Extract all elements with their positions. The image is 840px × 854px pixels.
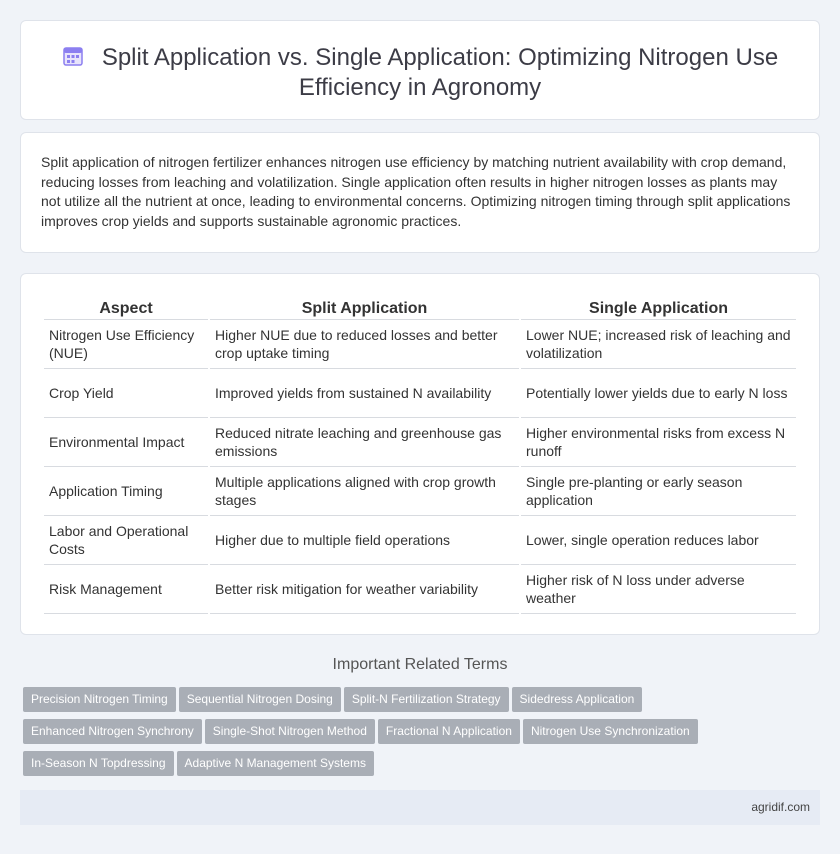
comparison-table-card	[20, 273, 820, 635]
row-single: Lower NUE; increased risk of leaching and volatilization	[521, 320, 796, 369]
comparison-table	[42, 294, 798, 614]
row-split: Multiple applications aligned with crop growth stages	[210, 467, 519, 516]
intro-card	[20, 132, 820, 253]
row-aspect: Risk Management	[44, 565, 208, 614]
row-single: Higher environmental risks from excess N runoff	[521, 418, 796, 467]
row-split: Better risk mitigation for weather variability	[210, 565, 519, 614]
row-aspect: Nitrogen Use Efficiency (NUE)	[44, 320, 208, 369]
page-title-wrap	[21, 43, 819, 103]
row-split: Improved yields from sustained N availability	[210, 369, 519, 418]
related-term-tag[interactable]: Single-Shot Nitrogen Method	[205, 719, 375, 744]
header-aspect: Aspect	[44, 294, 208, 320]
row-split: Higher NUE due to reduced losses and better crop uptake timing	[210, 320, 519, 369]
footer	[20, 790, 820, 825]
row-single: Single pre-planting or early season application	[521, 467, 796, 516]
related-term-tag[interactable]: Split-N Fertilization Strategy	[344, 687, 509, 712]
row-aspect: Application Timing	[44, 467, 208, 516]
row-aspect: Crop Yield	[44, 369, 208, 418]
related-term-tag[interactable]: Adaptive N Management Systems	[177, 751, 374, 776]
related-term-tag[interactable]: Enhanced Nitrogen Synchrony	[23, 719, 202, 744]
table-row	[44, 467, 796, 516]
related-terms-tags	[23, 687, 723, 783]
table-row	[44, 369, 796, 418]
row-aspect: Environmental Impact	[44, 418, 208, 467]
related-term-tag[interactable]: In-Season N Topdressing	[23, 751, 174, 776]
related-term-tag[interactable]: Sequential Nitrogen Dosing	[179, 687, 341, 712]
intro-paragraph: Split application of nitrogen fertilizer enhances nitrogen use efficiency by matching nutrient availability with crop demand, reducing losses from leaching and volatilization. Single application often results in higher nitrogen losses as plants may not utilize all the nutrient at once, leading to environmental concerns. Optimizing nitrogen timing through split applications improves crop yields and supports sustainable agronomic practices.	[41, 154, 791, 229]
table-row	[44, 565, 796, 614]
table-row	[44, 320, 796, 369]
row-split: Higher due to multiple field operations	[210, 516, 519, 565]
table-row	[44, 516, 796, 565]
related-term-tag[interactable]: Nitrogen Use Synchronization	[523, 719, 698, 744]
row-aspect: Labor and Operational Costs	[44, 516, 208, 565]
related-term-tag[interactable]: Fractional N Application	[378, 719, 520, 744]
calendar-icon	[62, 45, 84, 67]
header-card	[20, 20, 820, 120]
related-term-tag[interactable]: Sidedress Application	[512, 687, 643, 712]
header-single-application: Single Application	[521, 294, 796, 320]
header-split-application: Split Application	[210, 294, 519, 320]
table-row	[44, 418, 796, 467]
footer-site-link[interactable]: agridif.com	[751, 800, 810, 814]
row-single: Lower, single operation reduces labor	[521, 516, 796, 565]
related-terms-title: Important Related Terms	[332, 656, 508, 673]
row-split: Reduced nitrate leaching and greenhouse gas emissions	[210, 418, 519, 467]
page-title: Split Application vs. Single Application: Optimizing Nitrogen Use Efficiency in Agronomy	[101, 44, 779, 101]
table-header-row	[44, 294, 796, 320]
row-single: Potentially lower yields due to early N loss	[521, 369, 796, 418]
row-single: Higher risk of N loss under adverse weather	[521, 565, 796, 614]
related-term-tag[interactable]: Precision Nitrogen Timing	[23, 687, 176, 712]
